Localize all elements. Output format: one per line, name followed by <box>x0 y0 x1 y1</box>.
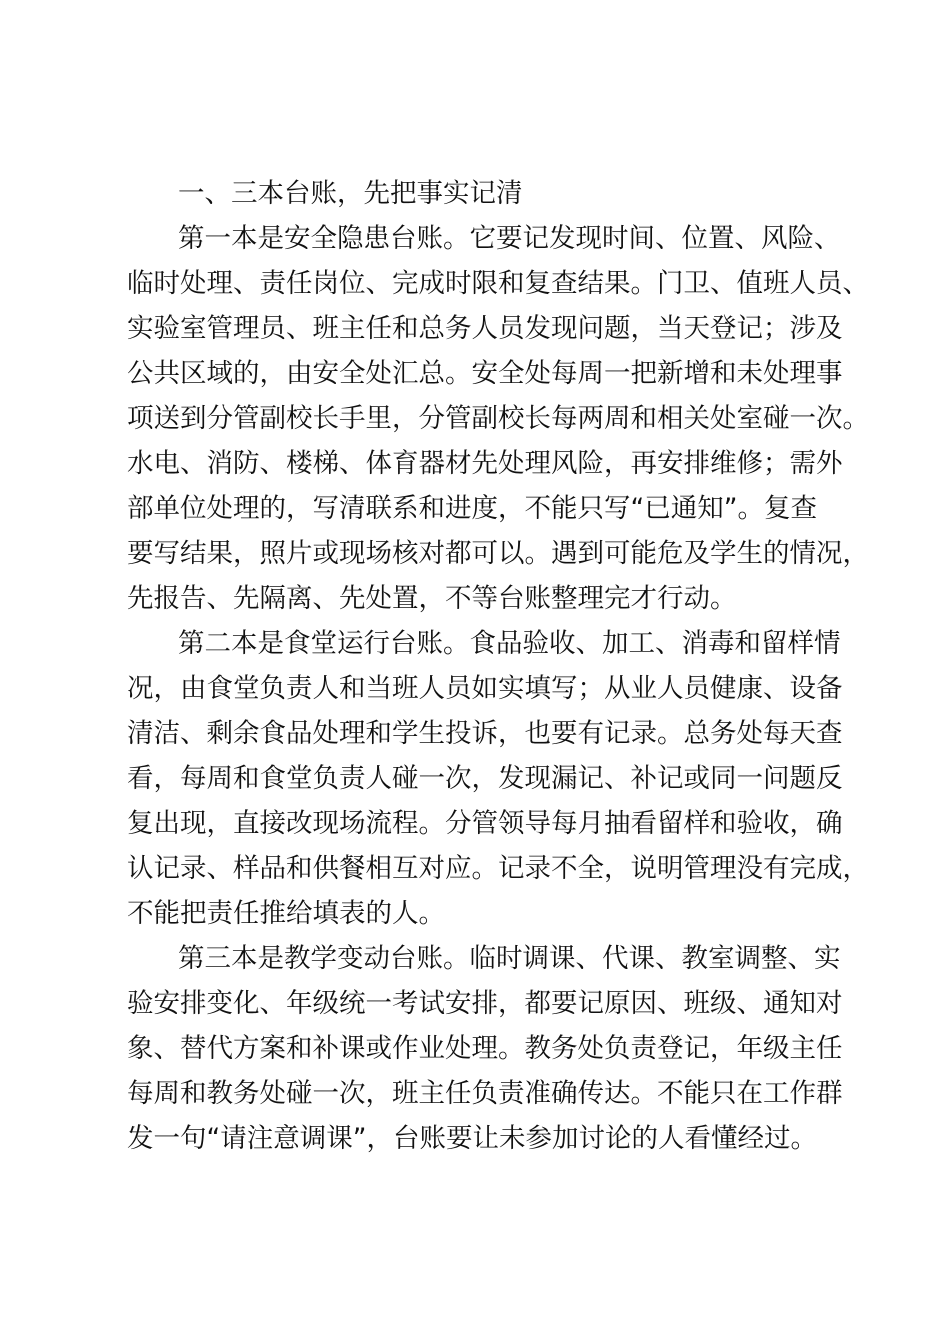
paragraph-1-line: 部单位处理的，写清联系和进度，不能只写“已通知”。复查 <box>127 493 817 524</box>
paragraph-1-line: 公共区域的，由安全处汇总。安全处每周一把新增和未处理事 <box>127 358 843 389</box>
paragraph-1-line: 临时处理、责任岗位、完成时限和复查结果。门卫、值班人员、 <box>127 268 869 299</box>
paragraph-2-line: 认记录、样品和供餐相互对应。记录不全，说明管理没有完成， <box>127 853 869 884</box>
paragraph-1-line: 水电、消防、楼梯、体育器材先处理风险，再安排维修；需外 <box>127 448 843 479</box>
section-heading: 一、三本台账，先把事实记清 <box>178 178 523 209</box>
paragraph-3-line: 象、替代方案和补课或作业处理。教务处负责登记，年级主任 <box>127 1033 843 1064</box>
paragraph-1-line: 项送到分管副校长手里，分管副校长每两周和相关处室碰一次。 <box>127 403 869 434</box>
paragraph-3-line: 验安排变化、年级统一考试安排，都要记原因、班级、通知对 <box>127 988 843 1019</box>
paragraph-2-line: 复出现，直接改现场流程。分管领导每月抽看留样和验收，确 <box>127 808 843 839</box>
paragraph-1-line: 第一本是安全隐患台账。它要记发现时间、位置、风险、 <box>178 223 841 254</box>
paragraph-1-line: 要写结果，照片或现场核对都可以。遇到可能危及学生的情况， <box>127 538 869 569</box>
paragraph-2-line: 不能把责任推给填表的人。 <box>127 898 445 929</box>
paragraph-2-line: 看，每周和食堂负责人碰一次，发现漏记、补记或同一问题反 <box>127 763 843 794</box>
paragraph-3-line: 发一句“请注意调课”，台账要让未参加讨论的人看懂经过。 <box>127 1123 817 1154</box>
paragraph-2-line: 清洁、剩余食品处理和学生投诉，也要有记录。总务处每天查 <box>127 718 843 749</box>
paragraph-1-line: 实验室管理员、班主任和总务人员发现问题，当天登记；涉及 <box>127 313 843 344</box>
paragraph-3-line: 每周和教务处碰一次，班主任负责准确传达。不能只在工作群 <box>127 1078 843 1109</box>
paragraph-2-line: 第二本是食堂运行台账。食品验收、加工、消毒和留样情 <box>178 628 841 659</box>
paragraph-3-line: 第三本是教学变动台账。临时调课、代课、教室调整、实 <box>178 943 841 974</box>
paragraph-2-line: 况，由食堂负责人和当班人员如实填写；从业人员健康、设备 <box>127 673 843 704</box>
paragraph-1-line: 先报告、先隔离、先处置，不等台账整理完才行动。 <box>127 583 737 614</box>
